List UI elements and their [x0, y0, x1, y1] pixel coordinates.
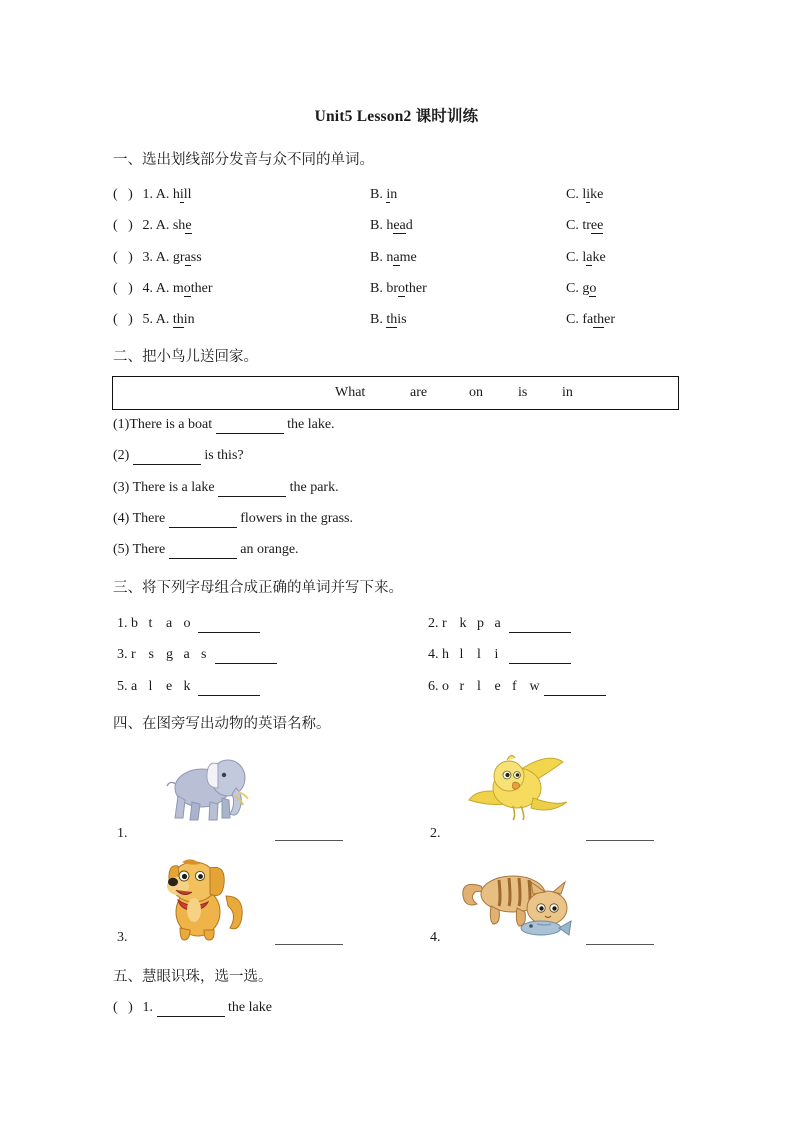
option-c-1[interactable]	[566, 187, 603, 203]
option-c-word: lake	[582, 250, 606, 265]
scramble-letter: l	[477, 679, 481, 694]
option-c-2[interactable]	[566, 218, 603, 234]
sentence-before: There is a lake	[132, 480, 215, 495]
option-c-word: like	[582, 187, 604, 202]
scramble-letter: i	[494, 647, 499, 662]
answer-blank[interactable]	[509, 647, 571, 664]
answer-blank[interactable]	[215, 647, 277, 664]
sentence-after: the lake.	[287, 417, 335, 432]
dog-illustration	[152, 852, 252, 944]
option-a-word[interactable]: thin	[172, 312, 195, 327]
picture-answer-line-4[interactable]	[586, 944, 654, 945]
sentence-3	[113, 480, 339, 497]
section-2-heading: 二、把小鸟儿送回家。	[113, 349, 258, 365]
answer-parens[interactable]: ( )	[113, 187, 133, 202]
sentence-1	[113, 417, 335, 434]
sentence-after: is this?	[204, 448, 244, 463]
sentence-number: (2)	[113, 448, 130, 463]
question-row-3	[113, 250, 202, 266]
word-bank-item-is[interactable]: is	[518, 385, 528, 400]
scramble-letter: k	[459, 616, 467, 631]
option-b-5[interactable]	[370, 312, 407, 328]
sentence-before: There	[132, 511, 166, 526]
fill-blank[interactable]	[157, 1000, 225, 1017]
option-c-label: C.	[566, 312, 579, 327]
word-bank-item-are[interactable]: are	[410, 385, 428, 400]
word-bank-item-what[interactable]: What	[335, 385, 366, 400]
sentence-before: There is a boat	[129, 417, 213, 432]
question-row-1	[113, 187, 192, 203]
elephant-illustration	[158, 748, 254, 832]
question-number: 1.	[142, 187, 153, 202]
scramble-letter: r	[131, 647, 136, 662]
scramble-letter: p	[477, 616, 484, 631]
word-bank-item-in[interactable]: in	[562, 385, 573, 400]
question-row-2	[113, 218, 192, 234]
scramble-letter: a	[494, 616, 501, 631]
option-c-label: C.	[566, 281, 579, 296]
scramble-letter: e	[494, 679, 501, 694]
fill-blank[interactable]	[218, 480, 286, 497]
picture-number-3: 3.	[117, 930, 128, 945]
scramble-letter: l	[459, 647, 464, 662]
answer-parens[interactable]: ( )	[113, 250, 133, 265]
sentence-after: an orange.	[240, 542, 299, 557]
scramble-letter: o	[183, 616, 191, 631]
question-row-5	[113, 312, 195, 328]
scramble-letter: a	[183, 647, 190, 662]
option-a-word[interactable]: mother	[172, 281, 213, 296]
word-bank-box	[112, 376, 679, 410]
scramble-letter: g	[166, 647, 173, 662]
sentence-number: (3)	[113, 480, 130, 495]
option-c-word: tree	[582, 218, 604, 233]
scramble-letter: a	[131, 679, 138, 694]
option-a-word[interactable]: she	[172, 218, 192, 233]
sentence-4	[113, 511, 353, 528]
option-c-label: C.	[566, 250, 579, 265]
option-a-label: A.	[155, 312, 170, 327]
option-b-label: B.	[370, 218, 383, 233]
question-number: 2.	[142, 218, 153, 233]
scramble-item-6	[428, 679, 606, 696]
question-number: 4.	[142, 281, 153, 296]
fill-blank[interactable]	[169, 542, 237, 559]
option-c-label: C.	[566, 187, 579, 202]
answer-blank[interactable]	[198, 616, 260, 633]
answer-parens[interactable]: ( )	[113, 218, 133, 233]
option-b-word: in	[386, 187, 398, 202]
scramble-letter: l	[477, 647, 481, 662]
option-b-label: B.	[370, 187, 383, 202]
question-row-4	[113, 281, 213, 297]
cat-with-fish-illustration	[455, 866, 577, 938]
scramble-letter: r	[459, 679, 465, 694]
item-number: 5.	[117, 679, 128, 694]
answer-parens[interactable]: ( )	[113, 281, 133, 296]
sentence-before: There	[132, 542, 166, 557]
scramble-letter: w	[529, 679, 540, 694]
option-c-label: C.	[566, 218, 579, 233]
answer-blank[interactable]	[544, 679, 606, 696]
picture-number-2: 2.	[430, 826, 441, 841]
option-c-word: father	[582, 312, 616, 327]
answer-blank[interactable]	[509, 616, 571, 633]
scramble-letter: l	[148, 679, 153, 694]
option-c-word: go	[582, 281, 597, 296]
option-a-label: A.	[155, 218, 170, 233]
bird-illustration	[463, 748, 571, 832]
option-a-word[interactable]: grass	[172, 250, 202, 265]
scramble-letter: k	[183, 679, 191, 694]
item-number: 6.	[428, 679, 439, 694]
sentence-number: (5)	[113, 542, 130, 557]
section-1-heading: 一、选出划线部分发音与众不同的单词。	[113, 152, 374, 168]
sentence-5	[113, 542, 299, 559]
item-number: 2.	[428, 616, 439, 631]
option-c-3[interactable]	[566, 250, 606, 266]
option-a-label: A.	[155, 187, 170, 202]
word-bank-item-on[interactable]: on	[469, 385, 483, 400]
page-title: Unit5 Lesson2 课时训练	[314, 108, 479, 125]
answer-blank[interactable]	[198, 679, 260, 696]
section-3-heading: 三、将下列字母组合成正确的单词并写下来。	[113, 580, 403, 596]
fill-blank[interactable]	[169, 511, 237, 528]
fill-blank[interactable]	[133, 448, 201, 465]
item-number: 4.	[428, 647, 439, 662]
scramble-letter: s	[148, 647, 154, 662]
option-b-1[interactable]	[370, 187, 397, 203]
scramble-letter: t	[148, 616, 153, 631]
picture-number-1: 1.	[117, 826, 128, 841]
sentence-after: the park.	[289, 480, 339, 495]
scramble-item-1	[117, 616, 260, 633]
question-number: 1.	[142, 1000, 153, 1015]
option-b-label: B.	[370, 281, 383, 296]
picture-answer-line-1[interactable]	[275, 840, 343, 841]
option-b-word: name	[386, 250, 417, 265]
scramble-letter: a	[166, 616, 173, 631]
option-b-label: B.	[370, 250, 383, 265]
option-c-4[interactable]	[566, 281, 596, 297]
sentence-number: (1)	[113, 417, 130, 432]
option-b-4[interactable]	[370, 281, 427, 297]
scramble-letter: b	[131, 616, 138, 631]
fill-blank[interactable]	[216, 417, 284, 434]
option-a-word[interactable]: hill	[172, 187, 192, 202]
question-number: 3.	[142, 250, 153, 265]
section-5-heading: 五、慧眼识珠，选一选。	[113, 969, 273, 985]
option-b-3[interactable]	[370, 250, 417, 266]
scramble-item-5	[117, 679, 260, 696]
scramble-letter: f	[512, 679, 517, 694]
sentence-after: flowers in the grass.	[240, 511, 353, 526]
question-text: the lake	[228, 1000, 272, 1015]
scramble-item-4	[428, 647, 571, 664]
item-number: 3.	[117, 647, 128, 662]
scramble-letter: r	[442, 616, 447, 631]
scramble-letter: s	[201, 647, 207, 662]
sentence-number: (4)	[113, 511, 130, 526]
item-number: 1.	[117, 616, 128, 631]
option-b-word: brother	[386, 281, 427, 296]
picture-answer-line-2[interactable]	[586, 840, 654, 841]
answer-parens[interactable]: ( )	[113, 312, 133, 327]
option-a-label: A.	[155, 281, 170, 296]
picture-answer-line-3[interactable]	[275, 944, 343, 945]
option-b-word: head	[386, 218, 413, 233]
scramble-letter: o	[442, 679, 449, 694]
scramble-letter: e	[166, 679, 173, 694]
scramble-letter: h	[442, 647, 449, 662]
section-5-question-1	[113, 1000, 272, 1017]
picture-number-4: 4.	[430, 930, 441, 945]
option-b-word: this	[386, 312, 407, 327]
option-c-5[interactable]	[566, 312, 615, 328]
section-4-heading: 四、在图旁写出动物的英语名称。	[113, 716, 331, 732]
option-a-label: A.	[155, 250, 170, 265]
option-b-label: B.	[370, 312, 383, 327]
scramble-item-2	[428, 616, 571, 633]
option-b-2[interactable]	[370, 218, 413, 234]
sentence-2	[113, 448, 244, 465]
answer-parens[interactable]: ( )	[113, 1000, 133, 1015]
question-number: 5.	[142, 312, 153, 327]
scramble-item-3	[117, 647, 277, 664]
